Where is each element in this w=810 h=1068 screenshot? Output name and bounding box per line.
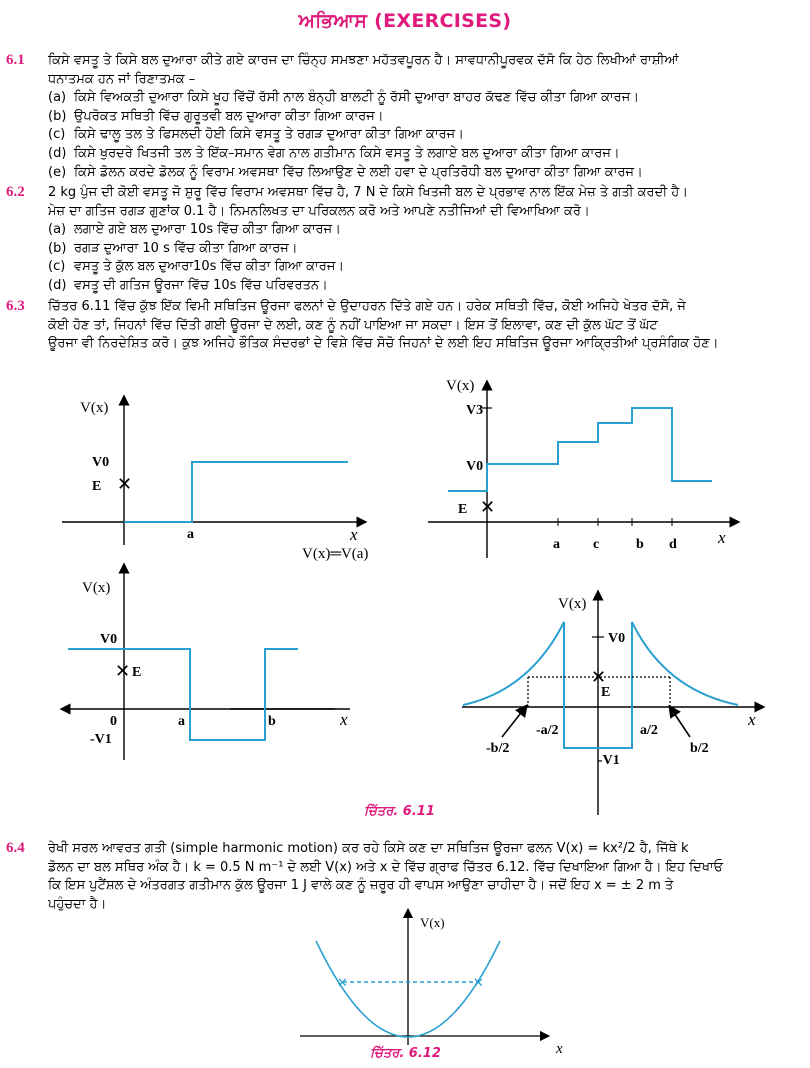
option (48, 164, 803, 183)
arrow-icon (502, 709, 524, 737)
tick-label: c (593, 537, 600, 552)
option-text: ਕਿਸੇ ਖੁਰਦਰੇ ਖਿਤਜੀ ਤਲ ਤੇ ਇੱਕ–ਸਮਾਨ ਵੇਗ ਨਾਲ ਗਤੀਮਾਨ ਕਿਸੇ ਵਸਤੂ ਤੇ ਲਗਾਏ ਬਲ ਦੁਆਰਾ ਕੀਤਾ ਗਿਆ ਕਾਰਜ। (74, 145, 620, 161)
x-axis-label: x (748, 710, 756, 729)
v0-label: V0 (100, 632, 118, 647)
option-label: (b) (48, 108, 67, 124)
graph-note: V(x)═V(a) (302, 546, 369, 562)
question-line: ਧਨਾਤਮਕ ਹਨ ਜਾਂ ਰਿਣਾਤਮਕ – (48, 71, 196, 87)
figure-caption: ਚਿੱਤਰ. 6.11 (364, 804, 435, 819)
option (48, 277, 803, 296)
question-6-4 (48, 840, 803, 914)
option-label: (b) (48, 240, 67, 256)
energy-label: E (601, 685, 611, 700)
energy-label: E (458, 502, 468, 517)
graph-3 (65, 568, 350, 760)
option (48, 108, 803, 127)
turning-point-icon: ✕ (473, 975, 484, 990)
turning-point-icon: ✕ (337, 975, 348, 990)
question-number: 6.4 (6, 840, 25, 856)
page-title: ਅਭਿਆਸ (EXERCISES) (298, 10, 512, 32)
energy-cross-icon: ✕ (591, 667, 607, 687)
question-6-2 (48, 184, 803, 296)
option (48, 126, 803, 145)
graph-2 (428, 378, 735, 558)
option (48, 89, 803, 108)
question-line: ਮੇਜ਼ ਦਾ ਗਤਿਜ ਰਗੜ ਗੁਣਾਂਕ 0.1 ਹੈ। ਨਿਮਨਲਿਖਤ ਦਾ ਪਰਿਕਲਨ ਕਰੋ ਅਤੇ ਆਪਣੇ ਨਤੀਜਿਆਂ ਦੀ ਵਿਆਖਿਆ ਕਰੋ। (48, 203, 590, 219)
tick-label: a (553, 537, 560, 552)
v0-label: V0 (466, 459, 484, 474)
option-text: ਵਸਤੂ ਦੀ ਗਤਿਜ ਊਰਜਾ ਵਿੱਚ 10s ਵਿੱਚ ਪਰਿਵਰਤਨ। (74, 277, 328, 293)
option-label: (e) (48, 164, 67, 180)
option-label: (c) (48, 259, 66, 275)
question-line: ਕੋਈ ਹੋਣ ਤਾਂ, ਜਿਹਨਾਂ ਵਿੱਚ ਦਿੱਤੀ ਗਈ ਊਰਜਾ ਦੇ ਲਈ, ਕਣ ਨੂੰ ਨਹੀਂ ਪਾਇਆ ਜਾ ਸਕਦਾ। ਇਸ ਤੋਂ ਇਲਾਵਾ, ਕਣ ਦੀ ਕੁੱਲ ਘੱਟ ਤੋਂ ਘੱਟ (48, 317, 658, 333)
y-axis-label: V(x) (82, 580, 111, 596)
option-text: ਕਿਸੇ ਡੋਲਨ ਕਰਦੇ ਡੋਲਕ ਨੂੰ ਵਿਰਾਮ ਅਵਸਥਾ ਵਿੱਚ ਲਿਆਉਣ ਦੇ ਲਈ ਹਵਾ ਦੇ ਪ੍ਰਤਿਰੋਧੀ ਬਲ ਦੁਆਰਾ ਕੀਤਾ ਗਿਆ ਕਾਰਜ। (74, 164, 643, 180)
option-text: ਕਿਸੇ ਢਾਲੂ ਤਲ ਤੇ ਫਿਸਲਦੀ ਹੋਈ ਕਿਸੇ ਵਸਤੂ ਤੇ ਰਗੜ ਦੁਆਰਾ ਕੀਤਾ ਗਿਆ ਕਾਰਜ। (74, 127, 464, 143)
question-6-3 (48, 298, 803, 354)
arrow-icon (672, 710, 690, 737)
option (48, 221, 803, 240)
option-label: (d) (48, 145, 67, 161)
option-text: ਲਗਾਏ ਗਏ ਬਲ ਦੁਆਰਾ 10s ਵਿੱਚ ਕੀਤਾ ਗਿਆ ਕਾਰਜ। (74, 222, 341, 238)
b-tick-label: b (268, 714, 276, 729)
a-tick-label: a (187, 527, 194, 542)
question-line: ਰੇਖੀ ਸਰਲ ਆਵਰਤ ਗਤੀ (simple harmonic motion) ਕਰ ਰਹੇ ਕਿਸੇ ਕਣ ਦਾ ਸਥਿਤਿਜ ਊਰਜਾ ਫਲਨ V(x) = kx²/2 ਹੈ, ਜਿੱਥੇ k (48, 841, 689, 856)
energy-label: E (92, 479, 102, 494)
figure-6-11 (0, 360, 810, 820)
question-line: ਪਹੁੰਚਦਾ ਹੈ। (48, 896, 107, 912)
option-label: (a) (48, 90, 67, 106)
question-line: ਕਿ ਇਸ ਪੁਟੈਂਸ਼ਲ ਦੇ ਅੰਤਰਗਤ ਗਤੀਮਾਨ ਕੁੱਲ ਊਰਜਾ 1 J ਵਾਲੇ ਕਣ ਨੂੰ ਜ਼ਰੂਰ ਹੀ ਵਾਪਸ ਆਉਣਾ ਚਾਹੀਦਾ ਹੈ। ਜਦੋਂ ਇਹ x = ± 2 m ਤੇ (48, 878, 674, 894)
option-text: ਕਿਸੇ ਵਿਅਕਤੀ ਦੁਆਰਾ ਕਿਸੇ ਖੂਹ ਵਿੱਚੋਂ ਰੱਸੀ ਨਾਲ ਬੰਨ੍ਹੀ ਬਾਲਟੀ ਨੂੰ ਰੱਸੀ ਦੁਆਰਾ ਬਾਹਰ ਕੱਢਣ ਵਿੱਚ ਕੀਤਾ ਗਿਆ ਕਾਰਜ। (74, 90, 639, 106)
v1-label: -V1 (90, 732, 112, 747)
question-number: 6.2 (6, 184, 25, 200)
y-axis-label: V(x) (80, 400, 109, 416)
v0-label: V0 (92, 455, 110, 470)
question-number: 6.1 (6, 52, 25, 68)
question-line: ਊਰਜਾ ਵੀ ਨਿਰਦੇਸ਼ਿਤ ਕਰੋ। ਕੁਝ ਅਜਿਹੇ ਭੌਤਿਕ ਸੰਦਰਭਾਂ ਦੇ ਵਿਸ਼ੇ ਵਿੱਚ ਸੋਚੋ ਜਿਹਨਾਂ ਦੇ ਲਈ ਇਹ ਸਥਿਤਿਜ ਊਰਜਾ ਆਕ੍ਰਿਤੀਆਂ ਪ੍ਰਸੰਗਿਕ ਹੋਣ। (48, 336, 719, 352)
fraction-label: -b/2 (486, 741, 510, 756)
v1-label: -V1 (598, 753, 620, 768)
energy-cross-icon: ✕ (117, 474, 133, 494)
fraction-label: a/2 (640, 723, 658, 738)
x-axis-label: x (340, 710, 348, 729)
question-line: ਕਿਸੇ ਵਸਤੂ ਤੇ ਕਿਸੇ ਬਲ ਦੁਆਰਾ ਕੀਤੇ ਗਏ ਕਾਰਜ ਦਾ ਚਿੰਨ੍ਹ ਸਮਝਣਾ ਮਹੱਤਵਪੂਰਨ ਹੈ। ਸਾਵਧਾਨੀਪੂਰਵਕ ਦੱਸੋ ਕਿ ਹੇਠ ਲਿਖੀਆਂ ਰਾਸ਼ੀਆਂ (48, 53, 679, 68)
option-label: (d) (48, 277, 67, 293)
question-number: 6.3 (6, 298, 25, 314)
figure-caption: ਚਿੱਤਰ. 6.12 (370, 1046, 441, 1061)
v0-label: V0 (608, 631, 626, 646)
tick-label: b (636, 537, 644, 552)
figure-6-12 (0, 905, 810, 1068)
potential-curve (124, 462, 348, 522)
y-axis-label: V(x) (446, 378, 475, 394)
x-axis-label: x (556, 1041, 563, 1057)
question-line: ਚਿੱਤਰ 6.11 ਵਿੱਚ ਕੁੱਝ ਇੱਕ ਵਿਮੀ ਸਥਿਤਿਜ ਊਰਜਾ ਫਲਨਾਂ ਦੇ ਉਦਾਹਰਨ ਦਿੱਤੇ ਗਏ ਹਨ। ਹਰੇਕ ਸਥਿਤੀ ਵਿੱਚ, ਕੋਈ ਅਜਿਹੇ ਖੇਤਰ ਦੱਸੋ, ਜੇ (48, 299, 686, 314)
question-line: ਡੋਲਨ ਦਾ ਬਲ ਸਥਿਰ ਅੰਕ ਹੈ। k = 0.5 N m⁻¹ ਦੇ ਲਈ V(x) ਅਤੇ x ਦੇ ਵਿੱਚ ਗ੍ਰਾਫ ਚਿੱਤਰ 6.12. ਵਿੱਚ ਦਿਖਾਇਆ ਗਿਆ ਹੈ। ਇਹ ਦਿਖਾਓ (48, 859, 724, 875)
option-label: (c) (48, 127, 66, 143)
question-6-1 (48, 52, 803, 182)
question-line: 2 kg ਪੁੰਜ ਦੀ ਕੋਈ ਵਸਤੂ ਜੋ ਸ਼ੁਰੂ ਵਿੱਚ ਵਿਰਾਮ ਅਵਸਥਾ ਵਿੱਚ ਹੈ, 7 N ਦੇ ਕਿਸੇ ਖਿਤਜੀ ਬਲ ਦੇ ਪ੍ਰਭਾਵ ਨਾਲ ਇੱਕ ਮੇਜ਼ ਤੇ ਗਤੀ ਕਰਦੀ ਹੈ। (48, 185, 689, 200)
x-axis-label: x (718, 528, 726, 547)
graph-4 (462, 595, 760, 815)
energy-cross-icon: ✕ (480, 497, 496, 517)
tick-label: d (669, 537, 677, 552)
x-axis-label: x (350, 525, 358, 544)
option (48, 145, 803, 164)
a-tick-label: a (178, 714, 185, 729)
option-text: ਵਸਤੂ ਤੇ ਕੁੱਲ ਬਲ ਦੁਆਰਾ10s ਵਿੱਚ ਕੀਤਾ ਗਿਆ ਕਾਰਜ। (74, 259, 345, 275)
option (48, 240, 803, 259)
fraction-label: b/2 (690, 741, 709, 756)
option (48, 258, 803, 277)
energy-cross-icon: ✕ (115, 661, 131, 681)
y-axis-label: V(x) (558, 596, 587, 612)
option-text: ਰਗੜ ਦੁਆਰਾ 10 s ਵਿੱਚ ਕੀਤਾ ਗਿਆ ਕਾਰਜ। (74, 240, 298, 256)
origin-label: 0 (110, 714, 117, 729)
energy-label: E (132, 665, 142, 680)
option-label: (a) (48, 222, 67, 238)
y-axis-label: V(x) (420, 915, 445, 930)
option-text: ਉਪਰੋਕਤ ਸਥਿਤੀ ਵਿੱਚ ਗੁਰੂਤਵੀ ਬਲ ਦੁਆਰਾ ਕੀਤਾ ਗਿਆ ਕਾਰਜ। (74, 108, 384, 124)
fraction-label: -a/2 (536, 723, 559, 738)
v3-label: V3 (466, 403, 484, 418)
graph-1 (62, 400, 368, 562)
